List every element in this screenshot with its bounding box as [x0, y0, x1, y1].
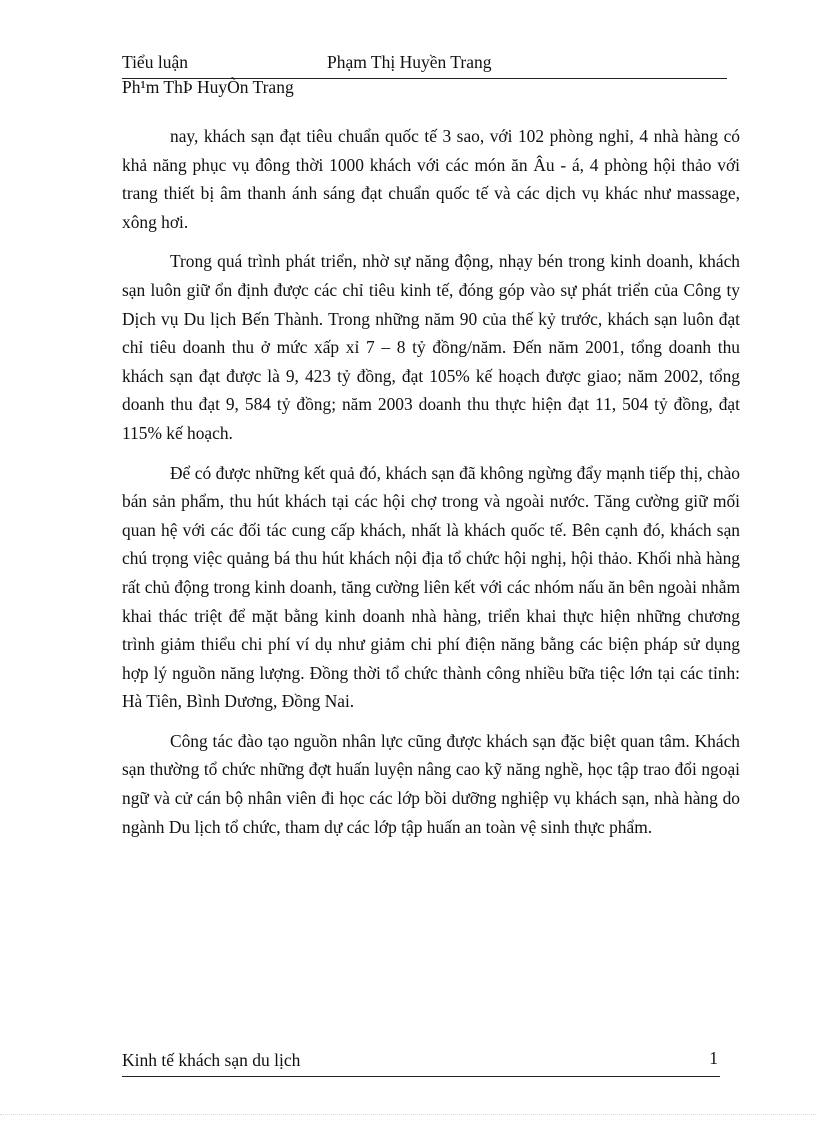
footer-course-title: Kinh tế khách sạn du lịch [122, 1050, 301, 1070]
page-number: 1 [709, 1048, 718, 1068]
document-body [122, 122, 740, 852]
header-document-type: Tiểu luận [122, 52, 188, 72]
header-author-name: Phạm Thị Huyền Trang [327, 52, 492, 72]
page-header [122, 52, 727, 79]
page-footer [122, 1048, 720, 1077]
paragraph-marketing-efforts: Để có được những kết quả đó, khách sạn đã không ngừng đẩy mạnh tiếp thị, chào bán sản phẩm, thu hút khách tại các hội chợ trong và ngoài nước. Tăng cường giữ mối quan hệ với các đối tác cung cấp khách, nhất là khách quốc tế. Bên cạnh đó, khách sạn chú trọng việc quảng bá thu hút khách nội địa tổ chức hội nghị, hội thảo. Khối nhà hàng rất chủ động trong kinh doanh, tăng cường liên kết với các nhóm nấu ăn bên ngoài nhằm khai thác triệt để mặt bằng kinh doanh nhà hàng, triển khai thực hiện những chương trình giảm thiểu chi phí ví dụ như giảm chi phí điện năng bằng các biện pháp sử dụng hợp lý nguồn năng lượng. Đồng thời tổ chức thành công nhiều bữa tiệc lớn tại các tỉnh: Hà Tiên, Bình Dương, Đồng Nai. [122, 462, 740, 712]
page-bottom-edge [0, 1114, 816, 1115]
paragraph-hotel-facilities: nay, khách sạn đạt tiêu chuẩn quốc tế 3 sao, với 102 phòng nghỉ, 4 nhà hàng có khả năng phục vụ đông thời 1000 khách với các món ăn Âu - á, 4 phòng hội thảo với trang thiết bị âm thanh ánh sáng đạt chuẩn quốc tế và các dịch vụ khác như massage, xông hơi. [122, 126, 740, 232]
paragraph-staff-training: Công tác đào tạo nguồn nhân lực cũng được khách sạn đặc biệt quan tâm. Khách sạn thường tổ chức những đợt huấn luyện nâng cao kỹ năng nghề, học tập trao đổi ngoại ngữ và cử cán bộ nhân viên đi học các lớp bồi dưỡng nghiệp vụ khách sạn, nhà hàng do ngành Du lịch tổ chức, tham dự các lớp tập huấn an toàn vệ sinh thực phẩm. [122, 730, 740, 837]
paragraph-revenue-history: Trong quá trình phát triển, nhờ sự năng động, nhạy bén trong kinh doanh, khách sạn luôn giữ ổn định được các chỉ tiêu kinh tế, đóng góp vào sự phát triển của Công ty Dịch vụ Du lịch Bến Thành. Trong những năm 90 của thế kỷ trước, khách sạn luôn đạt chỉ tiêu doanh thu ở mức xấp xỉ 7 – 8 tỷ đồng/năm. Đến năm 2001, tổng doanh thu khách sạn đạt được là 9, 423 tỷ đồng, đạt 105% kế hoạch được giao; năm 2002, tổng doanh thu đạt 9, 584 tỷ đồng; năm 2003 doanh thu thực hiện đạt 11, 504 tỷ đồng, đạt 115% kế hoạch. [122, 251, 740, 443]
header-author-name-garbled: Ph¹m ThÞ HuyÒn Trang [122, 77, 294, 97]
